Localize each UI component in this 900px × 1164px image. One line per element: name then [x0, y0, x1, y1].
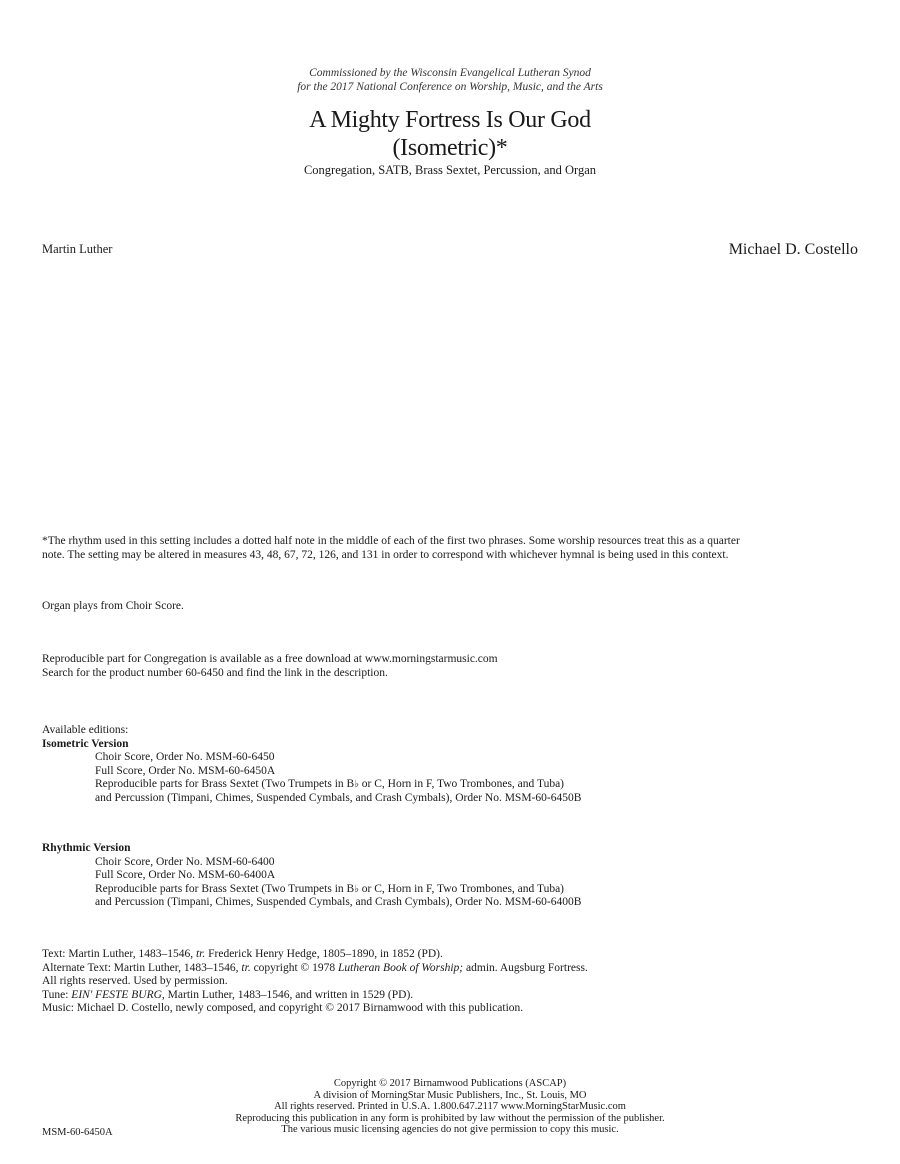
- alt-credit-tr: tr.: [241, 961, 251, 974]
- organ-note: Organ plays from Choir Score.: [42, 600, 184, 612]
- rights-note: All rights reserved. Used by permission.: [42, 975, 228, 987]
- title-line-1: A Mighty Fortress Is Our God: [309, 107, 591, 133]
- editions-list-rhythmic: [42, 842, 862, 910]
- rhythmic-percussion-parts: and Percussion (Timpani, Chimes, Suspended Cymbals, and Crash Cymbals), Order No. MSM-60-6400B: [95, 896, 582, 908]
- footnote-line-2: note. The setting may be altered in measures 43, 48, 67, 72, 126, and 131 in order to correspond with whichever hymnal is being used in this context.: [42, 548, 729, 561]
- rhythm-footnote: [42, 535, 862, 562]
- tune-credit: [42, 989, 862, 1003]
- isometric-brass-parts: [42, 778, 862, 792]
- rhythmic-brass-parts-b: or C, Horn in F, Two Trombones, and Tuba): [358, 882, 565, 895]
- commission-line-2: for the 2017 National Conference on Worship, Music, and the Arts: [297, 81, 603, 93]
- rhythmic-version-label: Rhythmic Version: [42, 842, 131, 854]
- reproducible-note: [42, 653, 862, 680]
- alt-credit-c: admin. Augsburg Fortress.: [463, 961, 588, 974]
- flat-symbol: ♭: [354, 779, 359, 790]
- copyright-line-5: The various music licensing agencies do not give permission to copy this music.: [281, 1124, 619, 1135]
- text-credit-tr: tr.: [195, 948, 206, 960]
- commission-line-1: Commissioned by the Wisconsin Evangelical Lutheran Synod: [309, 67, 591, 79]
- rhythmic-brass-parts-a: Reproducible parts for Brass Sextet (Two Trumpets in B: [95, 882, 355, 895]
- tune-credit-b: Martin Luther, 1483–1546, and written in 1529 (PD).: [164, 988, 414, 1001]
- tune-credit-a: Tune:: [42, 988, 72, 1001]
- flat-symbol: ♭: [354, 883, 359, 895]
- rhythmic-choir-score: Choir Score, Order No. MSM-60-6400: [95, 855, 275, 868]
- lyricist-credit: Martin Luther: [42, 242, 113, 256]
- text-credit-b: Frederick Henry Hedge, 1805–1890, in 1852 (PD).: [205, 948, 443, 960]
- music-credit: Music: Michael D. Costello, newly composed, and copyright © 2017 Birnamwood with this publication.: [42, 1002, 524, 1014]
- alt-credit-b: copyright © 1978: [250, 961, 339, 974]
- copyright-notice: [0, 1078, 900, 1136]
- isometric-version-label: Isometric Version: [42, 737, 129, 750]
- text-credit: [42, 948, 862, 962]
- commission-note: [0, 66, 900, 94]
- copyright-line-2: A division of MorningStar Music Publishers, Inc., St. Louis, MO: [313, 1089, 587, 1101]
- isometric-percussion-parts: and Percussion (Timpani, Chimes, Suspended Cymbals, and Crash Cymbals), Order No. MSM-60-6450B: [95, 791, 582, 804]
- copyright-line-4: Reproducing this publication in any form is prohibited by law without the permission of the publisher.: [235, 1112, 665, 1124]
- editions-heading: Available editions:: [42, 724, 129, 736]
- text-credit-a: Text: Martin Luther, 1483–1546,: [42, 948, 196, 960]
- instrumentation-subtitle: Congregation, SATB, Brass Sextet, Percussion, and Organ: [303, 163, 597, 177]
- tune-name: EIN' FESTE BURG,: [71, 988, 165, 1001]
- alt-credit-a: Alternate Text: Martin Luther, 1483–1546,: [42, 961, 242, 974]
- copyright-line-3: All rights reserved. Printed in U.S.A. 1.800.647.2117 www.MorningStarMusic.com: [274, 1101, 626, 1112]
- title-line-2: (Isometric)*: [392, 135, 508, 161]
- composer-credit: Michael D. Costello: [728, 241, 858, 258]
- reproducible-line-2: Search for the product number 60-6450 and find the link in the description.: [42, 666, 388, 679]
- copyright-line-1: Copyright © 2017 Birnamwood Publications (ASCAP): [333, 1078, 567, 1089]
- isometric-brass-parts-a: Reproducible parts for Brass Sextet (Two Trumpets in B: [95, 778, 355, 790]
- rhythmic-full-score: Full Score, Order No. MSM-60-6400A: [95, 869, 276, 881]
- footnote-line-1: *The rhythm used in this setting includes a dotted half note in the middle of each of the first two phrases. Some worship resources treat this as a quarter: [42, 535, 740, 547]
- editions-list-isometric: [42, 724, 862, 805]
- isometric-brass-parts-b: or C, Horn in F, Two Trombones, and Tuba): [358, 778, 565, 790]
- source-credits: [42, 948, 862, 1016]
- alt-credit-book: Lutheran Book of Worship;: [338, 961, 464, 974]
- reproducible-line-1: Reproducible part for Congregation is available as a free download at www.morningstarmusic.com: [42, 653, 498, 665]
- catalog-number: MSM-60-6450A: [42, 1127, 113, 1138]
- alternate-text-credit: [42, 962, 862, 976]
- rhythmic-brass-parts: [42, 883, 862, 897]
- page-title: [0, 106, 900, 162]
- isometric-choir-score: Choir Score, Order No. MSM-60-6450: [95, 751, 275, 763]
- isometric-full-score: Full Score, Order No. MSM-60-6450A: [95, 764, 276, 777]
